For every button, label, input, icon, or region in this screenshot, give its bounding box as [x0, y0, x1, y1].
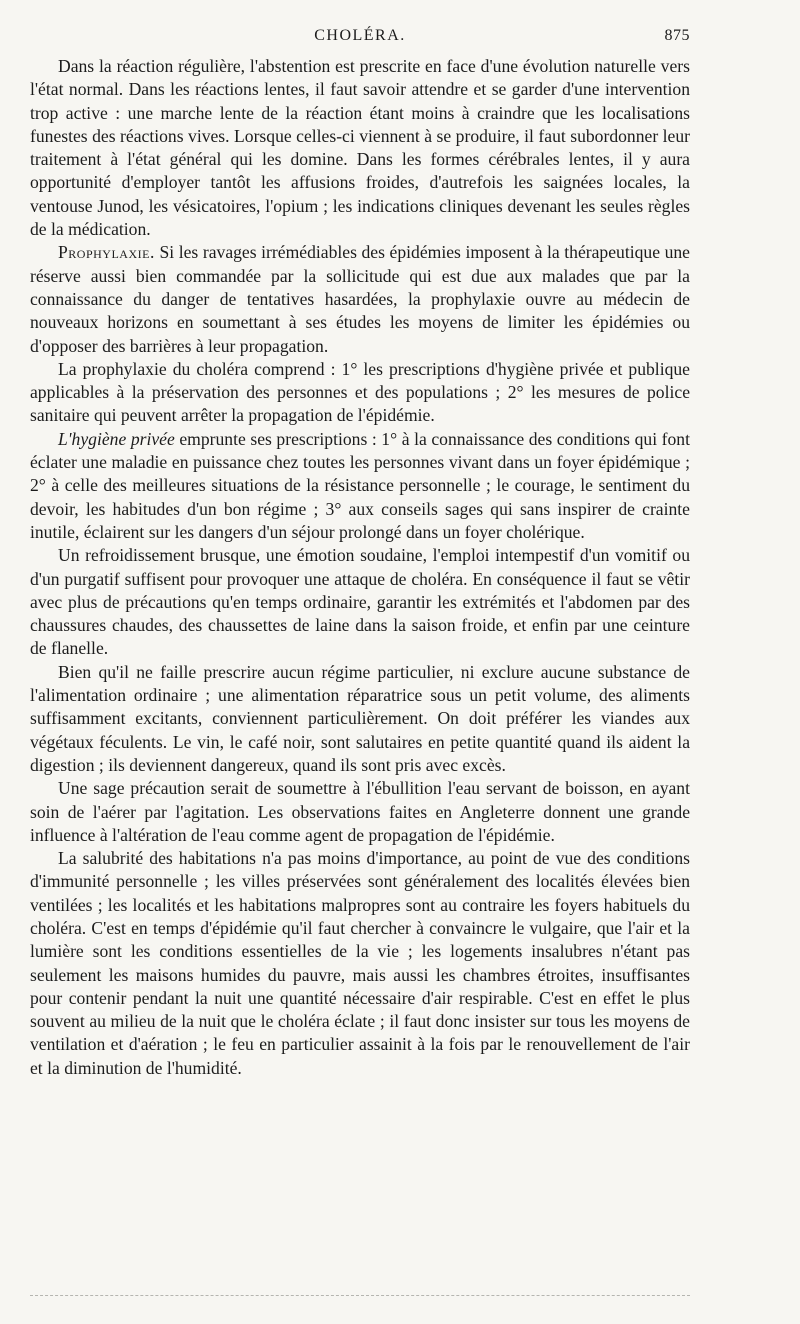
- paragraph-regime: [30, 661, 690, 777]
- page-number: 875: [664, 27, 690, 44]
- paragraph-text: emprunte ses prescriptions : 1° à la connaissance des conditions qui font éclater une maladie en puissance chez toutes les personnes vivant dans un foyer épidémique ; 2° à celle des meilleures situations de la résistance personnelle ; le courage, le sentiment du devoir, les habitudes d'un bon régime ; 3° aux conseils sages qui sans inspirer de crainte inutile, éclairent sur les dangers d'un séjour prolongé dans un foyer cholérique.: [30, 428, 690, 542]
- running-header: [30, 27, 690, 49]
- paragraph-prophylaxie-scope: [30, 358, 690, 428]
- book-page: [30, 0, 690, 1324]
- italic-term-hygiene-privee: L'hygiène privée: [58, 428, 175, 449]
- paragraph-reaction: [30, 55, 690, 241]
- body-text: [30, 55, 690, 1080]
- paragraph-text: Une sage précaution serait de soumettre à l'ébullition l'eau servant de boisson, en ayant soin de l'aérer par l'agitation. Les observations faites en Angleterre donnent une grande influence à l'altération de l'eau comme agent de propagation de l'épidémie.: [30, 778, 690, 845]
- section-heading-prophylaxie: Prophylaxie.: [58, 242, 155, 263]
- paragraph-text: Bien qu'il ne faille prescrire aucun régime particulier, ni exclure aucune substance de l'alimentation ordinaire ; une alimentation réparatrice sous un petit volume, des aliments suffisamment excitants, conviennent particulièrement. On doit préférer les viandes aux végétaux féculents. Le vin, le café noir, sont salutaires en petite quantité quand ils aident la digestion ; ils deviennent dangereux, quand ils sont pris avec excès.: [30, 661, 690, 775]
- paragraph-text: Dans la réaction régulière, l'abstention est prescrite en face d'une évolution naturelle vers l'état normal. Dans les réactions lentes, il faut savoir attendre et se garder d'une intervention trop active : une marche lente de la réaction étant moins à craindre que les localisations funestes des réactions vives. Lorsque celles-ci viennent à se produire, il faut subordonner leur traitement à l'état général qui les domine. Dans les formes cérébrales lentes, il y aura opportunité d'employer tantôt les affusions froides, d'autrefois les saignées locales, la ventouse Junod, les vésicatoires, l'opium ; les indications cliniques devenant les seules règles de la médication.: [30, 56, 690, 240]
- paragraph-habitations: [30, 847, 690, 1080]
- running-title: CHOLÉRA.: [314, 27, 406, 44]
- paragraph-hygiene-privee: [30, 428, 690, 544]
- paragraph-prophylaxie: [30, 241, 690, 357]
- paragraph-text: La prophylaxie du choléra comprend : 1° les prescriptions d'hygiène privée et publique applicables à la préservation des personnes et des populations ; 2° les mesures de police sanitaire qui peuvent arrêter la propagation de l'épidémie.: [30, 358, 690, 426]
- footer-rule: [30, 1295, 690, 1296]
- paragraph-refroidissement: [30, 544, 690, 660]
- paragraph-text: La salubrité des habitations n'a pas moins d'importance, au point de vue des conditions d'immunité personnelle ; les villes préservées sont généralement des localités élevées bien ventilées ; les localités et les habitations malpropres sont au contraire les foyers habituels du choléra. C'est en temps d'épidémie qu'il faut chercher à convaincre le vulgaire, que l'air et la lumière sont les conditions essentielles de la vie ; les logements insalubres n'étant pas seulement les maisons humides du pauvre, mais aussi les chambres étroites, insuffisantes pour contenir pendant la nuit une quantité nécessaire d'air respirable. C'est en effet le plus souvent au milieu de la nuit que le choléra éclate ; il faut donc insister sur tous les moyens de ventilation et d'aération ; le feu en particulier assainit à la fois par le renouvellement de l'air et la diminution de l'humidité.: [30, 848, 690, 1078]
- paragraph-text: Un refroidissement brusque, une émotion soudaine, l'emploi intempestif d'un vomitif ou d'un purgatif suffisent pour provoquer une attaque de choléra. En conséquence il faut se vêtir avec plus de précautions qu'en temps ordinaire, garantir les extrémités et l'abdomen par des chaussures chaudes, des chaussettes de laine dans la saison froide, et enfin par une ceinture de flanelle.: [30, 545, 690, 659]
- paragraph-text: Si les ravages irrémédiables des épidémies imposent à la thérapeutique une réserve aussi bien commandée par la sollicitude qui est due aux malades que par la connaissance du danger de tentatives hasardées, la prophylaxie ouvre au médecin de nouveaux horizons en soumettant à ses études les moyens de limiter les épidémies ou d'opposer des barrières à leur propagation.: [30, 242, 690, 356]
- paragraph-eau: [30, 777, 690, 847]
